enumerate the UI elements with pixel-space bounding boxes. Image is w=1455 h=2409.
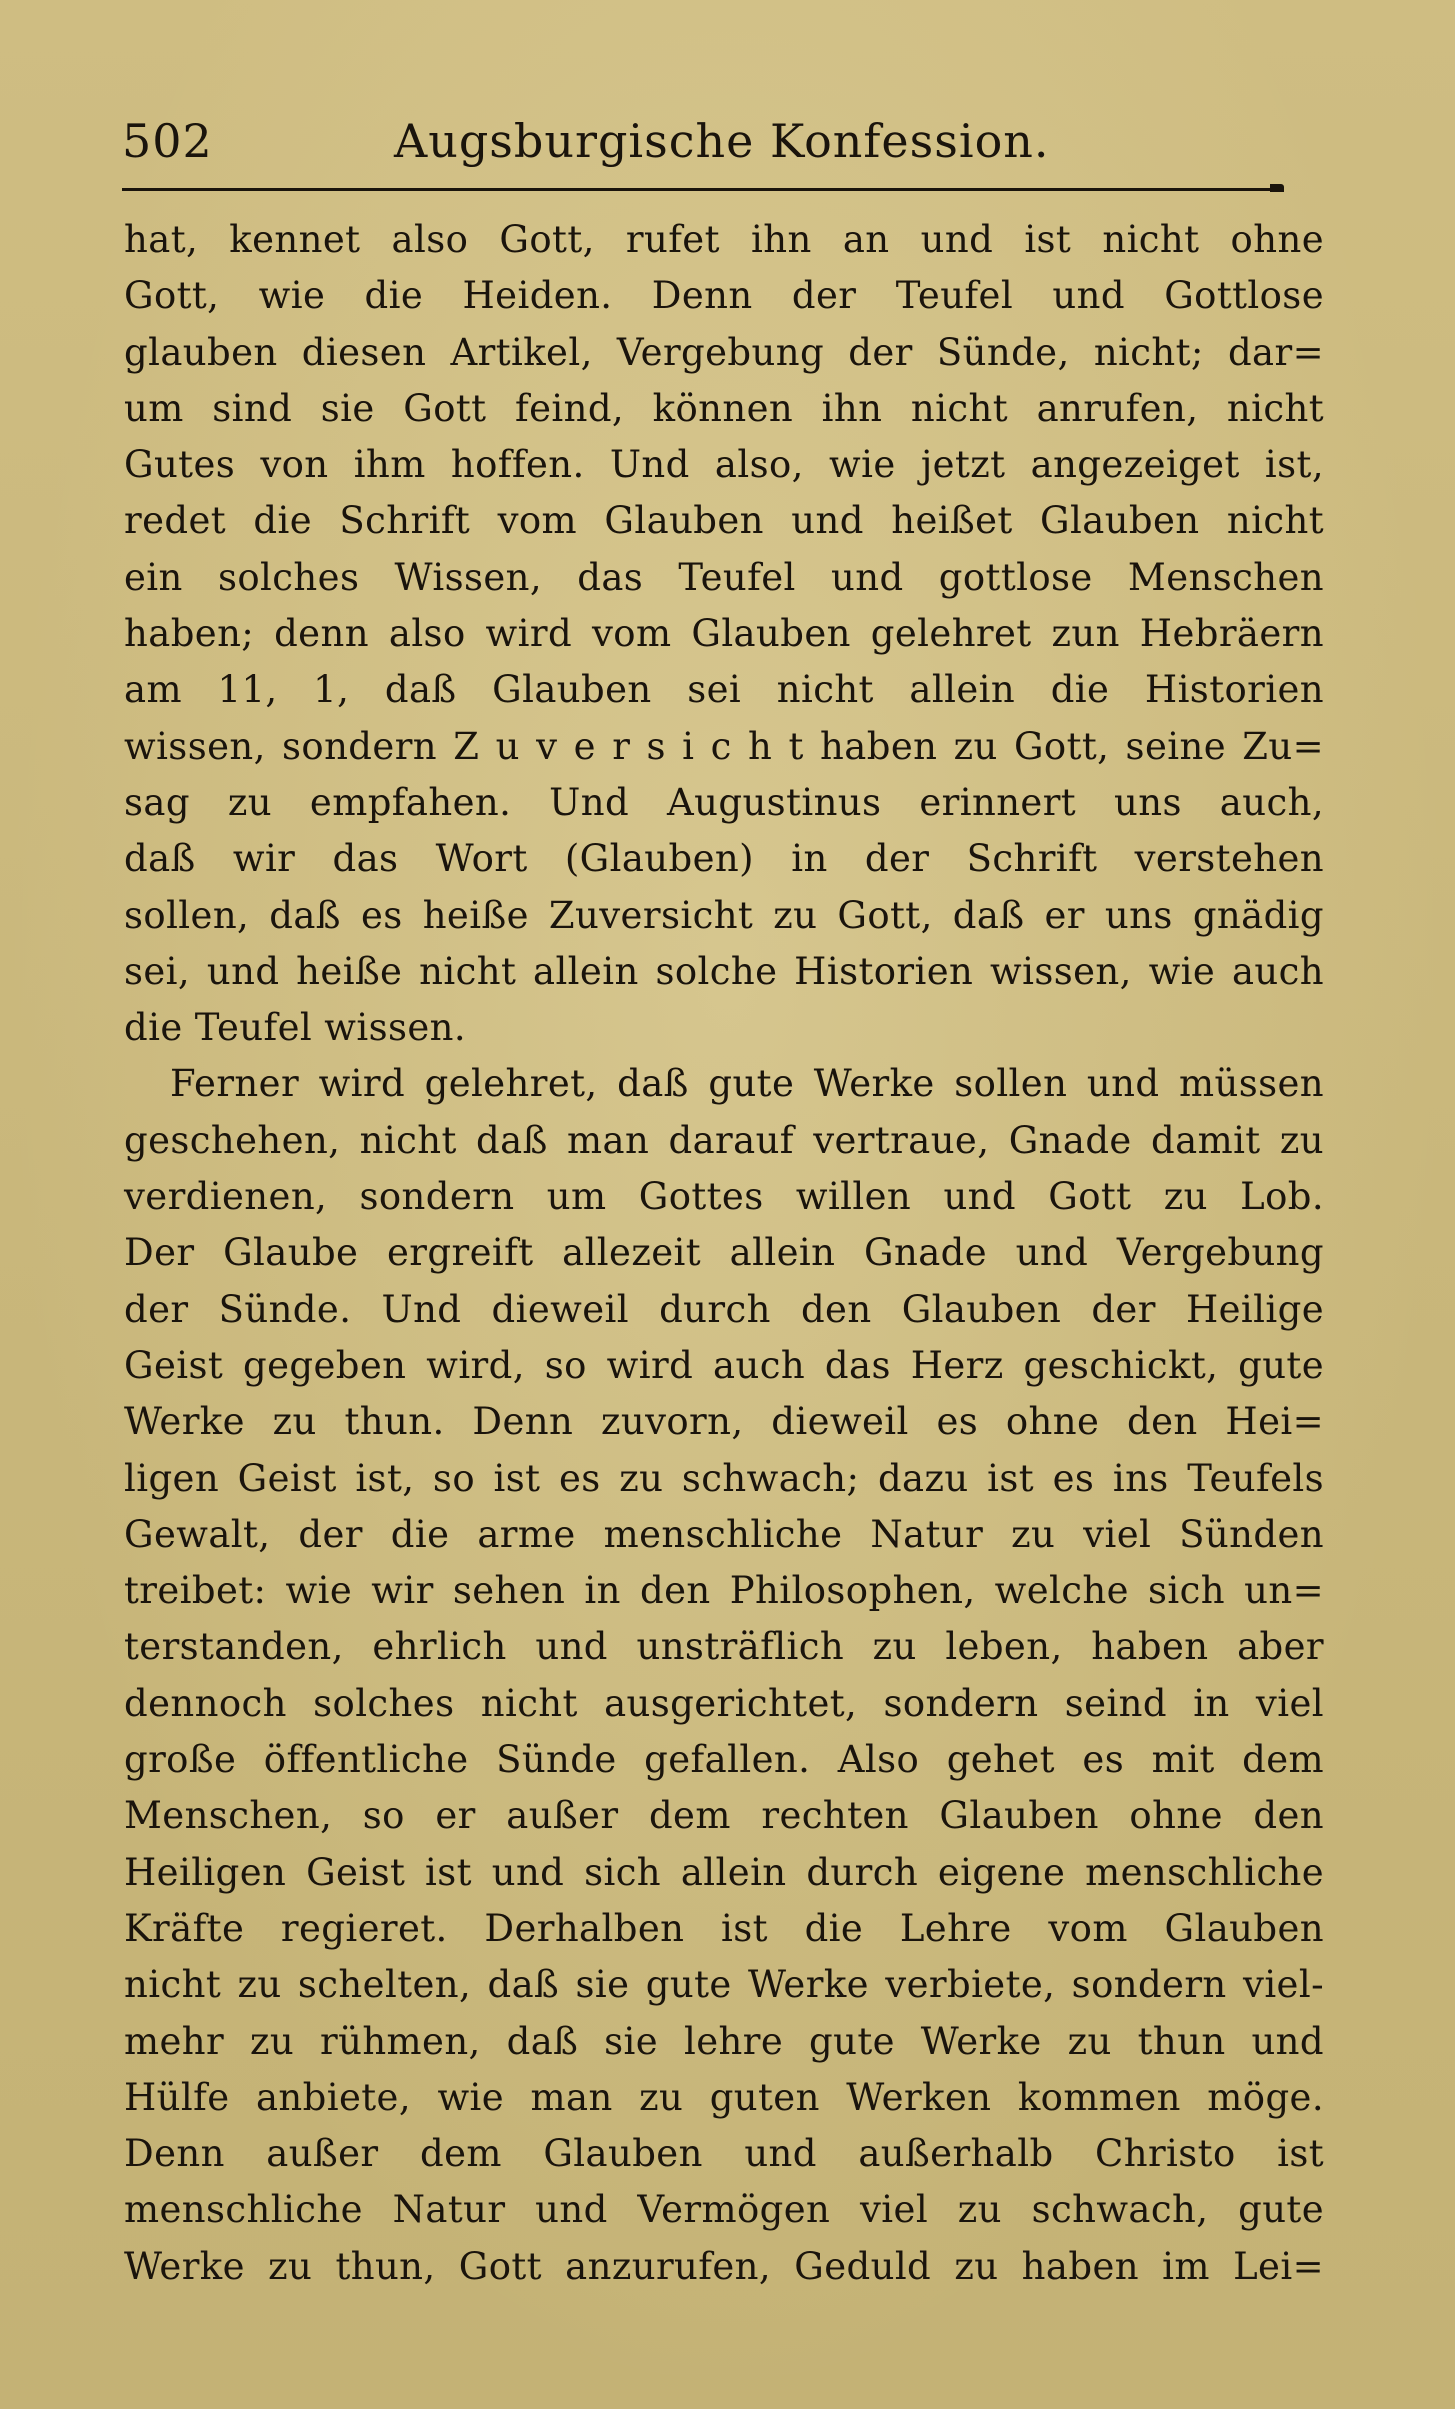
text-line: sollen, daß es heiße Zuversicht zu Gott, daß er uns gnädig xyxy=(124,893,1324,937)
text-line-paragraph-end: die Teufel wissen. xyxy=(124,1006,467,1050)
text-line: große öffentliche Sünde gefallen. Also gehet es mit dem xyxy=(124,1738,1324,1782)
text-line: nicht zu schelten, daß sie gute Werke verbiete, sondern viel- xyxy=(124,1963,1324,2007)
text-line: verdienen, sondern um Gottes willen und Gott zu Lob. xyxy=(124,1175,1324,1219)
text-line: der Sünde. Und dieweil durch den Glauben der Heilige xyxy=(124,1287,1324,1331)
text-line: wissen, sondern Z u v e r s i c h t haben zu Gott, seine Zu= xyxy=(124,724,1324,768)
text-line: Der Glaube ergreift allezeit allein Gnade und Vergebung xyxy=(124,1231,1324,1275)
text-line: Werke zu thun, Gott anzurufen, Geduld zu haben im Lei= xyxy=(124,2244,1324,2288)
text-line: ligen Geist ist, so ist es zu schwach; dazu ist es ins Teufels xyxy=(124,1456,1324,1500)
text-line: haben; denn also wird vom Glauben gelehret zun Hebräern xyxy=(124,612,1324,656)
header-rule xyxy=(122,188,1282,191)
text-line: geschehen, nicht daß man darauf vertraue, Gnade damit zu xyxy=(124,1118,1324,1162)
text-line: Heiligen Geist ist und sich allein durch eigene menschliche xyxy=(124,1850,1324,1894)
text-line: hat, kennet also Gott, rufet ihn an und ist nicht ohne xyxy=(124,218,1324,261)
text-line: dennoch solches nicht ausgerichtet, sondern seind in viel xyxy=(124,1681,1324,1725)
text-line: Gewalt, der die arme menschliche Natur zu viel Sünden xyxy=(124,1512,1324,1556)
text-line: sag zu empfahen. Und Augustinus erinnert uns auch, xyxy=(124,780,1324,824)
text-line-paragraph-start: Ferner wird gelehret, daß gute Werke sollen und müssen xyxy=(170,1062,1324,1106)
page-header xyxy=(122,108,1282,178)
text-line: Menschen, so er außer dem rechten Glauben ohne den xyxy=(124,1794,1324,1838)
text-line: ein solches Wissen, das Teufel und gottlose Menschen xyxy=(124,555,1324,599)
text-line: sei, und heiße nicht allein solche Historien wissen, wie auch xyxy=(124,949,1324,993)
text-line: Denn außer dem Glauben und außerhalb Christo ist xyxy=(124,2132,1324,2176)
text-line: Werke zu thun. Denn zuvorn, dieweil es ohne den Hei= xyxy=(124,1400,1324,1444)
text-line: Geist gegeben wird, so wird auch das Herz geschickt, gute xyxy=(124,1343,1324,1387)
header-rule-ornament xyxy=(1270,184,1284,192)
text-line: redet die Schrift vom Glauben und heißet Glauben nicht xyxy=(124,499,1324,543)
body-text xyxy=(124,212,1324,2295)
text-line: um sind sie Gott feind, können ihn nicht anrufen, nicht xyxy=(124,386,1324,430)
text-line: treibet: wie wir sehen in den Philosophen, welche sich un= xyxy=(124,1569,1324,1613)
text-line: menschliche Natur und Vermögen viel zu schwach, gute xyxy=(124,2188,1324,2232)
page-number: 502 xyxy=(122,114,213,168)
text-line: Gutes von ihm hoffen. Und also, wie jetzt angezeiget ist, xyxy=(124,443,1324,487)
text-line: Hülfe anbiete, wie man zu guten Werken kommen möge. xyxy=(124,2075,1324,2119)
running-title: Augsburgische Konfession. xyxy=(394,114,1050,168)
text-line: mehr zu rühmen, daß sie lehre gute Werke zu thun und xyxy=(124,2019,1324,2063)
text-line: Gott, wie die Heiden. Denn der Teufel und Gottlose xyxy=(124,274,1324,318)
text-line: glauben diesen Artikel, Vergebung der Sünde, nicht; dar= xyxy=(124,330,1324,374)
text-line: am 11, 1, daß Glauben sei nicht allein die Historien xyxy=(124,668,1324,712)
text-line: Kräfte regieret. Derhalben ist die Lehre vom Glauben xyxy=(124,1906,1324,1950)
text-line: terstanden, ehrlich und unsträflich zu leben, haben aber xyxy=(124,1625,1324,1669)
text-line: daß wir das Wort (Glauben) in der Schrift verstehen xyxy=(124,837,1324,881)
